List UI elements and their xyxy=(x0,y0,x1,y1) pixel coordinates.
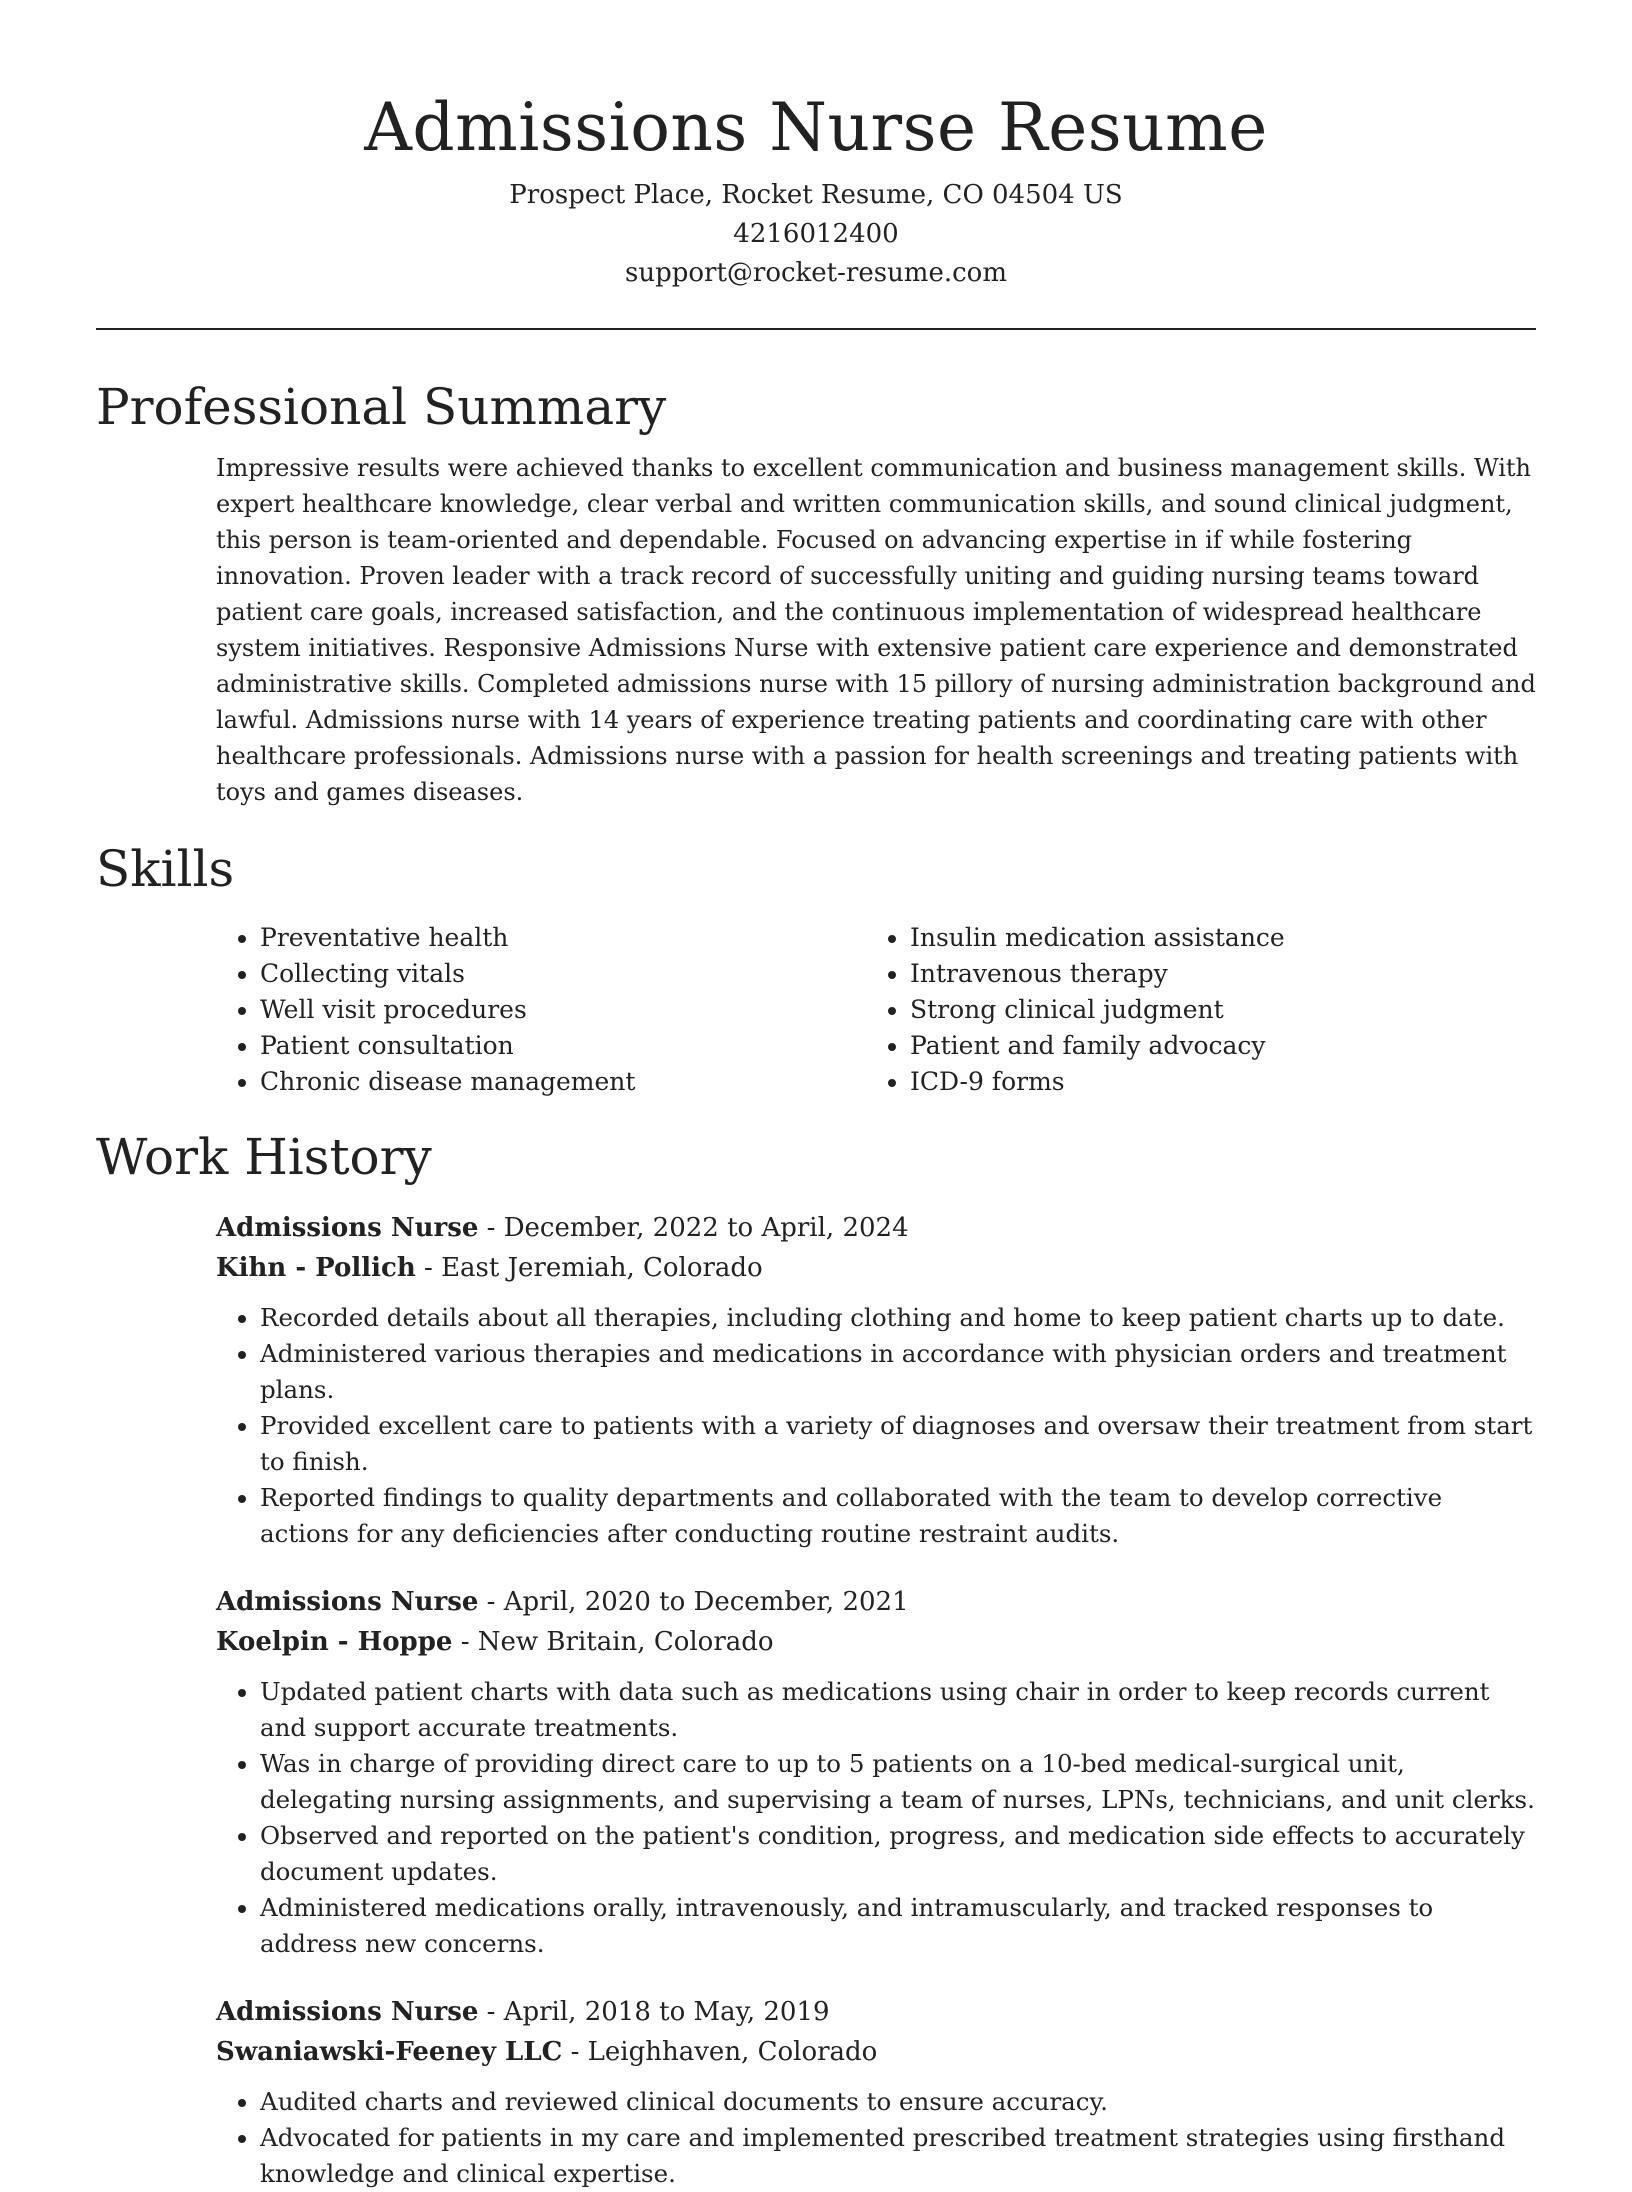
job-dates: - December, 2022 to April, 2024 xyxy=(478,1213,909,1243)
job-dates: - April, 2020 to December, 2021 xyxy=(478,1587,909,1617)
job-bullet: • Reported findings to quality departments and collaborated with the team to develop corrective actions for any deficiencies after conducting routine restraint audits. xyxy=(260,1480,1536,1552)
job-employer-line xyxy=(216,1248,1536,1288)
job-location: - East Jeremiah, Colorado xyxy=(415,1253,763,1283)
job-title-line xyxy=(216,1992,1536,2032)
job-entry xyxy=(216,1582,1536,1962)
skills-heading: Skills xyxy=(96,840,235,898)
work-history-section xyxy=(96,1208,1536,2192)
skills-grid xyxy=(216,920,1536,1100)
job-bullets xyxy=(216,2084,1536,2192)
skills-column-right xyxy=(866,920,1516,1100)
skill-item: • Patient consultation xyxy=(260,1028,866,1064)
job-employer-line xyxy=(216,2032,1536,2072)
job-role: Admissions Nurse xyxy=(216,1213,479,1243)
job-bullet: • Observed and reported on the patient's condition, progress, and medication side effects to accurately document updates. xyxy=(260,1818,1536,1890)
summary-heading: Professional Summary xyxy=(96,378,667,436)
skill-item: • Patient and family advocacy xyxy=(910,1028,1516,1064)
work-history-heading: Work History xyxy=(96,1128,432,1186)
job-company: Kihn - Pollich xyxy=(216,1253,416,1283)
resume-header xyxy=(96,0,1536,330)
skill-item: • Preventative health xyxy=(260,920,866,956)
job-bullet: • Recorded details about all therapies, including clothing and home to keep patient charts up to date. xyxy=(260,1300,1536,1336)
job-title-line xyxy=(216,1208,1536,1248)
skill-item: • Collecting vitals xyxy=(260,956,866,992)
job-bullet: • Advocated for patients in my care and implemented prescribed treatment strategies using firsthand knowledge and clinical expertise. xyxy=(260,2120,1536,2192)
skill-item: • Well visit procedures xyxy=(260,992,866,1028)
skill-item: • Chronic disease management xyxy=(260,1064,866,1100)
summary-text: Impressive results were achieved thanks to excellent communication and business management skills. With expert healthcare knowledge, clear verbal and written communication skills, and sound clinical judgment, this person is team-oriented and dependable. Focused on advancing expertise in if while fostering innovation. Proven leader with a track record of successfully uniting and guiding nursing teams toward patient care goals, increased satisfaction, and the continuous implementation of widespread healthcare system initiatives. Responsive Admissions Nurse with extensive patient care experience and demonstrated administrative skills. Completed admissions nurse with 15 pillory of nursing administration background and lawful. Admissions nurse with 14 years of experience treating patients and coordinating care with other healthcare professionals. Admissions nurse with a passion for health screenings and treating patients with toys and games diseases. xyxy=(216,454,1536,806)
job-employer-line xyxy=(216,1622,1536,1662)
header-divider xyxy=(96,328,1536,330)
job-role: Admissions Nurse xyxy=(216,1587,479,1617)
skills-column-left xyxy=(216,920,866,1100)
job-role: Admissions Nurse xyxy=(216,1997,479,2027)
job-bullets xyxy=(216,1674,1536,1962)
skill-item: • Insulin medication assistance xyxy=(910,920,1516,956)
job-company: Swaniawski-Feeney LLC xyxy=(216,2037,563,2067)
job-entry xyxy=(216,1992,1536,2192)
summary-section xyxy=(96,450,1536,810)
skill-item: • Strong clinical judgment xyxy=(910,992,1516,1028)
skill-item: • ICD-9 forms xyxy=(910,1064,1516,1100)
job-bullet: • Audited charts and reviewed clinical documents to ensure accuracy. xyxy=(260,2084,1536,2120)
email-line: support@rocket-resume.com xyxy=(624,258,1007,288)
address-line: Prospect Place, Rocket Resume, CO 04504 US xyxy=(509,180,1123,210)
resume-title: Admissions Nurse Resume xyxy=(364,89,1268,166)
job-entry xyxy=(216,1208,1536,1552)
job-title-line xyxy=(216,1582,1536,1622)
job-bullet: • Was in charge of providing direct care to up to 5 patients on a 10-bed medical-surgical unit, delegating nursing assignments, and supervising a team of nurses, LPNs, technicians, and unit clerks. xyxy=(260,1746,1536,1818)
job-bullet: • Administered various therapies and medications in accordance with physician orders and treatment plans. xyxy=(260,1336,1536,1408)
job-bullet: • Updated patient charts with data such as medications using chair in order to keep records current and support accurate treatments. xyxy=(260,1674,1536,1746)
job-location: - New Britain, Colorado xyxy=(452,1627,774,1657)
job-company: Koelpin - Hoppe xyxy=(216,1627,453,1657)
skills-section xyxy=(96,920,1536,1100)
phone-line: 4216012400 xyxy=(733,219,899,249)
job-location: - Leighhaven, Colorado xyxy=(562,2037,878,2067)
skill-item: • Intravenous therapy xyxy=(910,956,1516,992)
job-bullet: • Provided excellent care to patients with a variety of diagnoses and oversaw their treatment from start to finish. xyxy=(260,1408,1536,1480)
job-dates: - April, 2018 to May, 2019 xyxy=(478,1997,830,2027)
job-bullet: • Administered medications orally, intravenously, and intramuscularly, and tracked responses to address new concerns. xyxy=(260,1890,1536,1962)
job-bullets xyxy=(216,1300,1536,1552)
